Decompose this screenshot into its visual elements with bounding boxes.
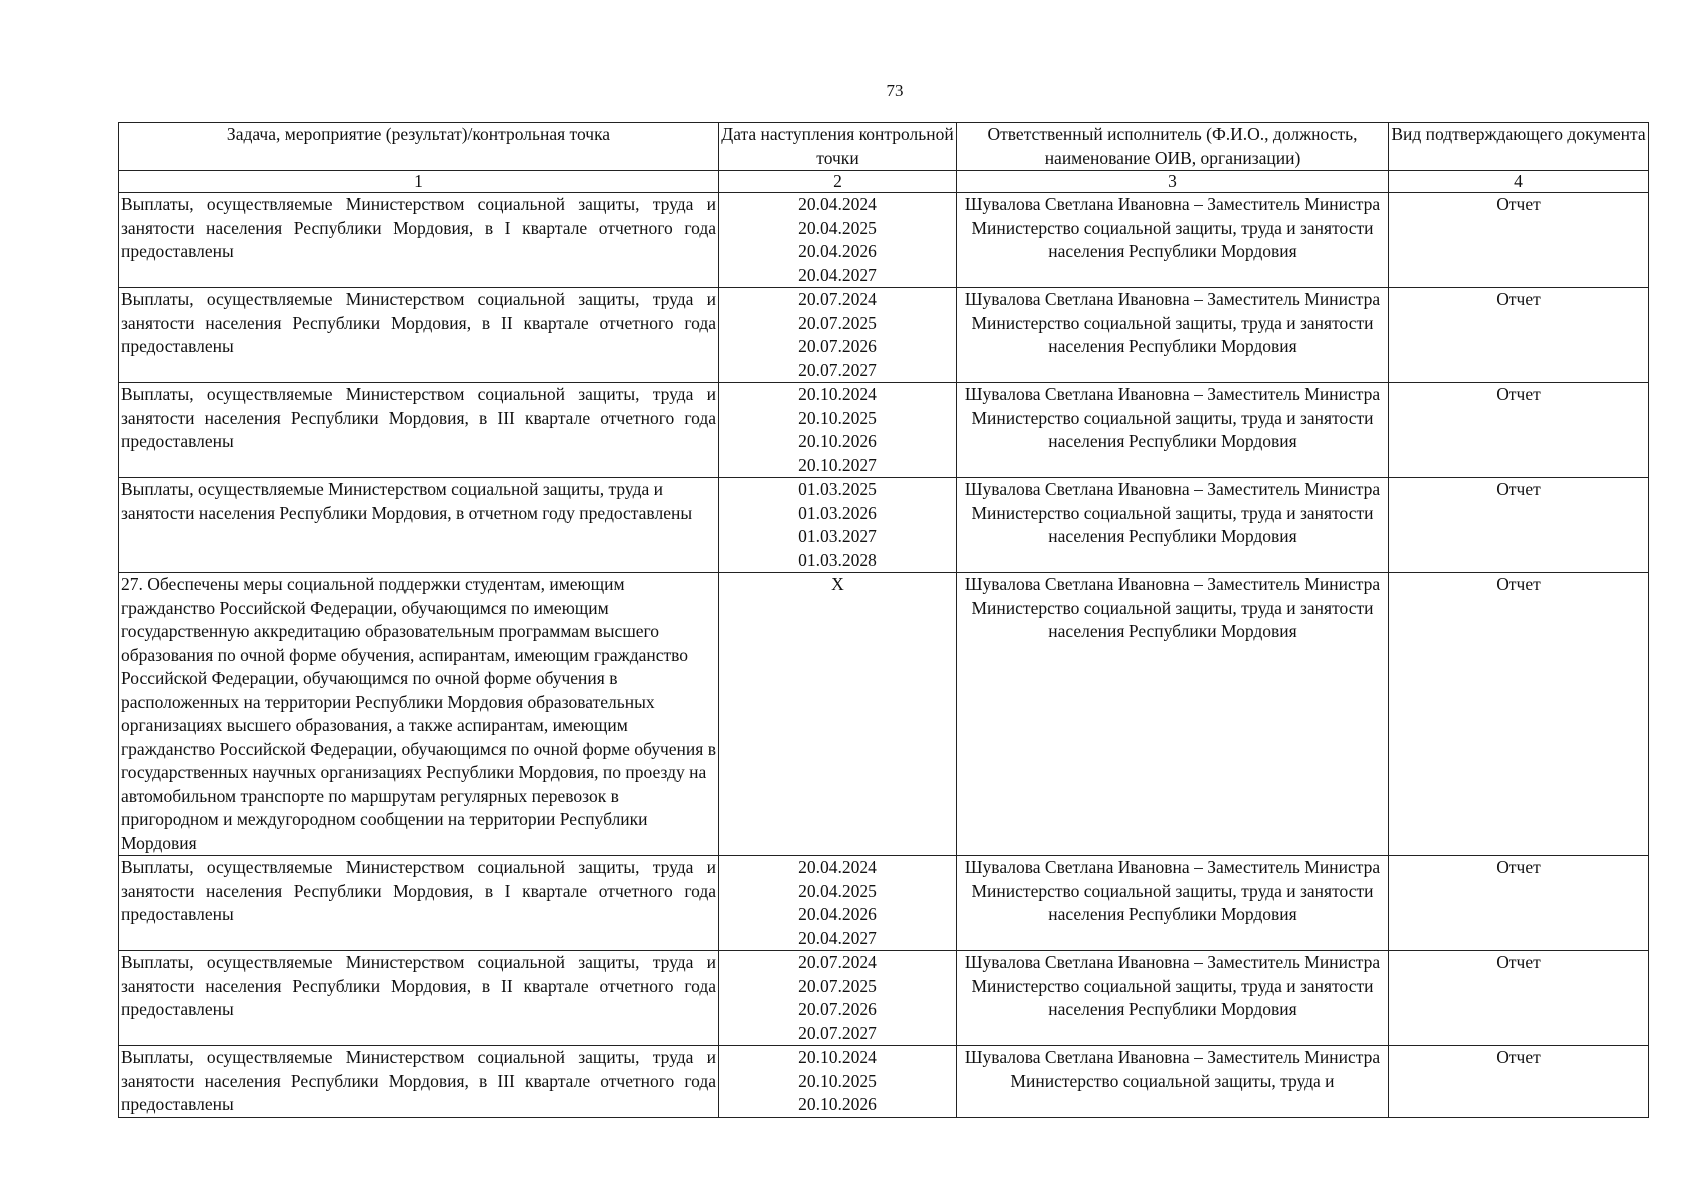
responsible-person: Шувалова Светлана Ивановна – Заместитель Министра	[964, 574, 1381, 594]
control-date: 20.07.2026	[798, 336, 877, 356]
page-number: 73	[886, 81, 904, 100]
header-task: Задача, мероприятие (результат)/контрольная точка	[119, 123, 719, 171]
responsible-cell	[957, 856, 1389, 951]
dates-cell	[719, 856, 957, 951]
responsible-organization: Министерство социальной защиты, труда и занятости населения Республики Мордовия	[971, 975, 1374, 1019]
dates-cell	[719, 1046, 957, 1118]
responsible-cell	[957, 573, 1389, 856]
control-date: 20.10.2025	[798, 1070, 877, 1091]
responsible-organization: Министерство социальной защиты, труда и занятости населения Республики Мордовия	[971, 597, 1374, 641]
control-date: 20.10.2025	[798, 407, 877, 428]
dates-cell	[719, 573, 957, 856]
control-date: Х	[831, 574, 844, 594]
control-date: 20.07.2026	[798, 999, 877, 1019]
document-type-cell: Отчет	[1389, 1046, 1649, 1118]
task-cell: Выплаты, осуществляемые Министерством социальной защиты, труда и занятости населения Республики Мордовия, в II квартале отчетного года предоставлены	[119, 951, 719, 1046]
control-date: 20.07.2024	[798, 952, 877, 972]
control-date: 20.07.2025	[798, 312, 877, 333]
column-number: 3	[957, 171, 1389, 193]
column-number-row	[119, 171, 1649, 193]
table-row	[119, 856, 1649, 951]
control-date: 20.10.2026	[798, 431, 877, 451]
control-date: 20.04.2026	[798, 241, 877, 261]
control-date: 20.10.2024	[798, 1047, 877, 1067]
control-date: 01.03.2025	[798, 479, 877, 499]
responsible-cell	[957, 193, 1389, 288]
responsible-person: Шувалова Светлана Ивановна – Заместитель Министра	[964, 952, 1381, 972]
responsible-organization: Министерство социальной защиты, труда и занятости населения Республики Мордовия	[971, 502, 1374, 546]
document-type-cell: Отчет	[1389, 478, 1649, 573]
dates-cell	[719, 288, 957, 383]
control-date: 20.10.2024	[798, 384, 877, 404]
document-type-cell: Отчет	[1389, 193, 1649, 288]
responsible-person: Шувалова Светлана Ивановна – Заместитель Министра	[964, 479, 1381, 499]
task-cell: Выплаты, осуществляемые Министерством социальной защиты, труда и занятости населения Республики Мордовия, в III квартале отчетного года предоставлены	[119, 1046, 719, 1118]
responsible-person: Шувалова Светлана Ивановна – Заместитель Министра	[964, 1047, 1381, 1067]
responsible-organization: Министерство социальной защиты, труда и	[1010, 1070, 1335, 1091]
table-row	[119, 288, 1649, 383]
table-row	[119, 383, 1649, 478]
dates-cell	[719, 383, 957, 478]
task-cell: 27. Обеспечены меры социальной поддержки студентам, имеющим гражданство Российской Федерации, обучающимся по имеющим государственную аккредитацию образовательным программам высшего образования по очной форме обучения, аспирантам, имеющим гражданство Российской Федерации, обучающимся по очной форме обучения в расположенных на территории Республики Мордовия образовательных организациях высшего образования, а также аспирантам, имеющим гражданство Российской Федерации, обучающимся по очной форме обучения в государственных научных организациях Республики Мордовия, по проезду на автомобильном транспорте по маршрутам регулярных перевозок в пригородном и междугородном сообщении на территории Республики Мордовия	[119, 573, 719, 856]
task-cell: Выплаты, осуществляемые Министерством социальной защиты, труда и занятости населения Республики Мордовия, в II квартале отчетного года предоставлены	[119, 288, 719, 383]
document-type-cell: Отчет	[1389, 573, 1649, 856]
control-date: 20.04.2026	[798, 904, 877, 924]
control-date: 20.04.2027	[798, 264, 877, 285]
control-date: 20.07.2027	[798, 359, 877, 380]
control-date: 01.03.2028	[798, 549, 877, 570]
control-date: 20.07.2024	[798, 289, 877, 309]
responsible-cell	[957, 478, 1389, 573]
table-row	[119, 573, 1649, 856]
control-date: 20.04.2025	[798, 217, 877, 238]
control-date: 01.03.2026	[798, 502, 877, 523]
responsible-cell	[957, 383, 1389, 478]
document-type-cell: Отчет	[1389, 856, 1649, 951]
responsible-cell	[957, 1046, 1389, 1118]
document-type-cell: Отчет	[1389, 288, 1649, 383]
table-header-row	[119, 123, 1649, 171]
table-row	[119, 193, 1649, 288]
header-date: Дата наступления контрольной точки	[719, 123, 957, 171]
responsible-person: Шувалова Светлана Ивановна – Заместитель Министра	[964, 857, 1381, 877]
column-number: 4	[1389, 171, 1649, 193]
control-date: 20.04.2024	[798, 194, 877, 214]
responsible-organization: Министерство социальной защиты, труда и занятости населения Республики Мордовия	[971, 880, 1374, 924]
task-cell: Выплаты, осуществляемые Министерством социальной защиты, труда и занятости населения Республики Мордовия, в I квартале отчетного года предоставлены	[119, 193, 719, 288]
responsible-organization: Министерство социальной защиты, труда и занятости населения Республики Мордовия	[971, 217, 1374, 261]
control-date: 20.10.2026	[798, 1094, 877, 1114]
document-type-cell: Отчет	[1389, 951, 1649, 1046]
control-date: 01.03.2027	[798, 526, 877, 546]
control-date: 20.10.2027	[798, 454, 877, 475]
responsible-person: Шувалова Светлана Ивановна – Заместитель Министра	[964, 384, 1381, 404]
task-cell: Выплаты, осуществляемые Министерством социальной защиты, труда и занятости населения Республики Мордовия, в I квартале отчетного года предоставлены	[119, 856, 719, 951]
dates-cell	[719, 951, 957, 1046]
responsible-cell	[957, 951, 1389, 1046]
table-row	[119, 1046, 1649, 1118]
responsible-person: Шувалова Светлана Ивановна – Заместитель Министра	[964, 194, 1381, 214]
header-responsible: Ответственный исполнитель (Ф.И.О., должность, наименование ОИВ, организации)	[957, 123, 1389, 171]
control-date: 20.04.2025	[798, 880, 877, 901]
table-row	[119, 951, 1649, 1046]
control-date: 20.04.2024	[798, 857, 877, 877]
responsible-person: Шувалова Светлана Ивановна – Заместитель Министра	[964, 289, 1381, 309]
task-cell: Выплаты, осуществляемые Министерством социальной защиты, труда и занятости населения Республики Мордовия, в отчетном году предоставлены	[119, 478, 719, 573]
control-date: 20.07.2025	[798, 975, 877, 996]
column-number: 2	[719, 171, 957, 193]
header-document-type: Вид подтверждающего документа	[1389, 123, 1649, 171]
responsible-cell	[957, 288, 1389, 383]
control-date: 20.04.2027	[798, 927, 877, 948]
column-number: 1	[119, 171, 719, 193]
dates-cell	[719, 478, 957, 573]
control-date: 20.07.2027	[798, 1022, 877, 1043]
task-cell: Выплаты, осуществляемые Министерством социальной защиты, труда и занятости населения Республики Мордовия, в III квартале отчетного года предоставлены	[119, 383, 719, 478]
table-row	[119, 478, 1649, 573]
responsible-organization: Министерство социальной защиты, труда и занятости населения Республики Мордовия	[971, 407, 1374, 451]
dates-cell	[719, 193, 957, 288]
control-points-table	[118, 122, 1649, 1118]
document-type-cell: Отчет	[1389, 383, 1649, 478]
responsible-organization: Министерство социальной защиты, труда и занятости населения Республики Мордовия	[971, 312, 1374, 356]
